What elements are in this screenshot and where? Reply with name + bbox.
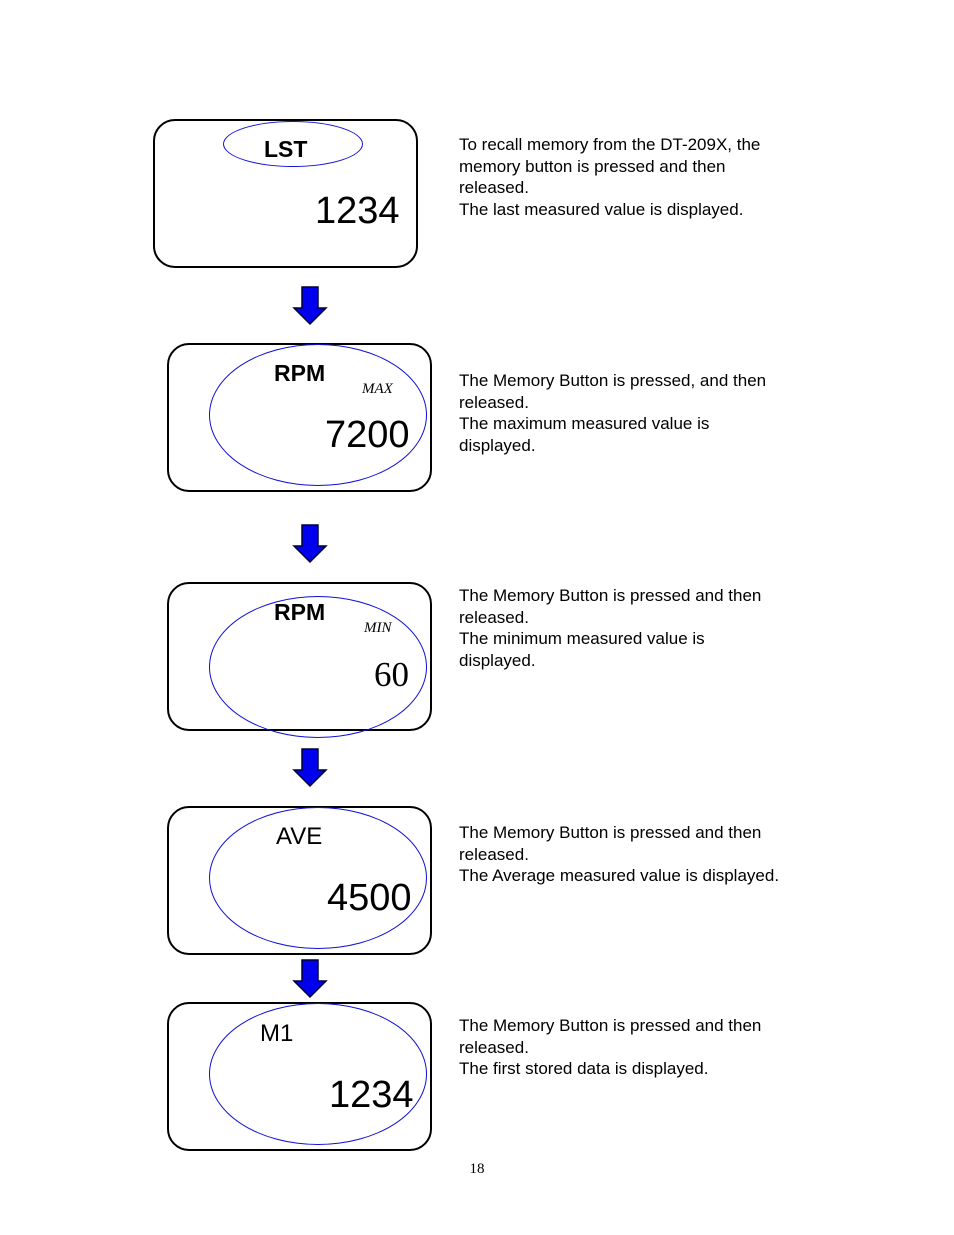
display-sublabel-min: MIN	[364, 620, 392, 636]
down-arrow-icon	[292, 959, 328, 999]
display-value-last: 1234	[315, 190, 400, 232]
display-label-ave: AVE	[276, 823, 323, 850]
display-value-max: 7200	[325, 414, 410, 456]
description-max: The Memory Button is pressed, and then released. The maximum measured value is displayed.	[459, 371, 767, 455]
page-number: 18	[469, 1161, 485, 1177]
display-value-average: 4500	[327, 877, 412, 919]
display-label-rpm: RPM	[274, 599, 326, 625]
display-label-m1: M1	[260, 1020, 294, 1047]
display-label-rpm: RPM	[274, 360, 326, 386]
display-value-min: 60	[374, 655, 409, 694]
description-first-stored: The Memory Button is pressed and then released. The first stored data is displayed.	[459, 1016, 762, 1078]
display-sublabel-max: MAX	[362, 381, 393, 397]
description-min: The Memory Button is pressed and then released. The minimum measured value is displayed.	[459, 586, 762, 670]
down-arrow-icon	[292, 748, 328, 788]
down-arrow-icon	[292, 524, 328, 564]
description-average: The Memory Button is pressed and then released. The Average measured value is displayed.	[459, 823, 780, 885]
down-arrow-icon	[292, 286, 328, 326]
description-last: To recall memory from the DT-209X, the memory button is pressed and then released. The last measured value is displayed.	[459, 135, 761, 219]
display-label-lst: LST	[264, 136, 308, 162]
display-value-first-stored: 1234	[329, 1074, 414, 1116]
